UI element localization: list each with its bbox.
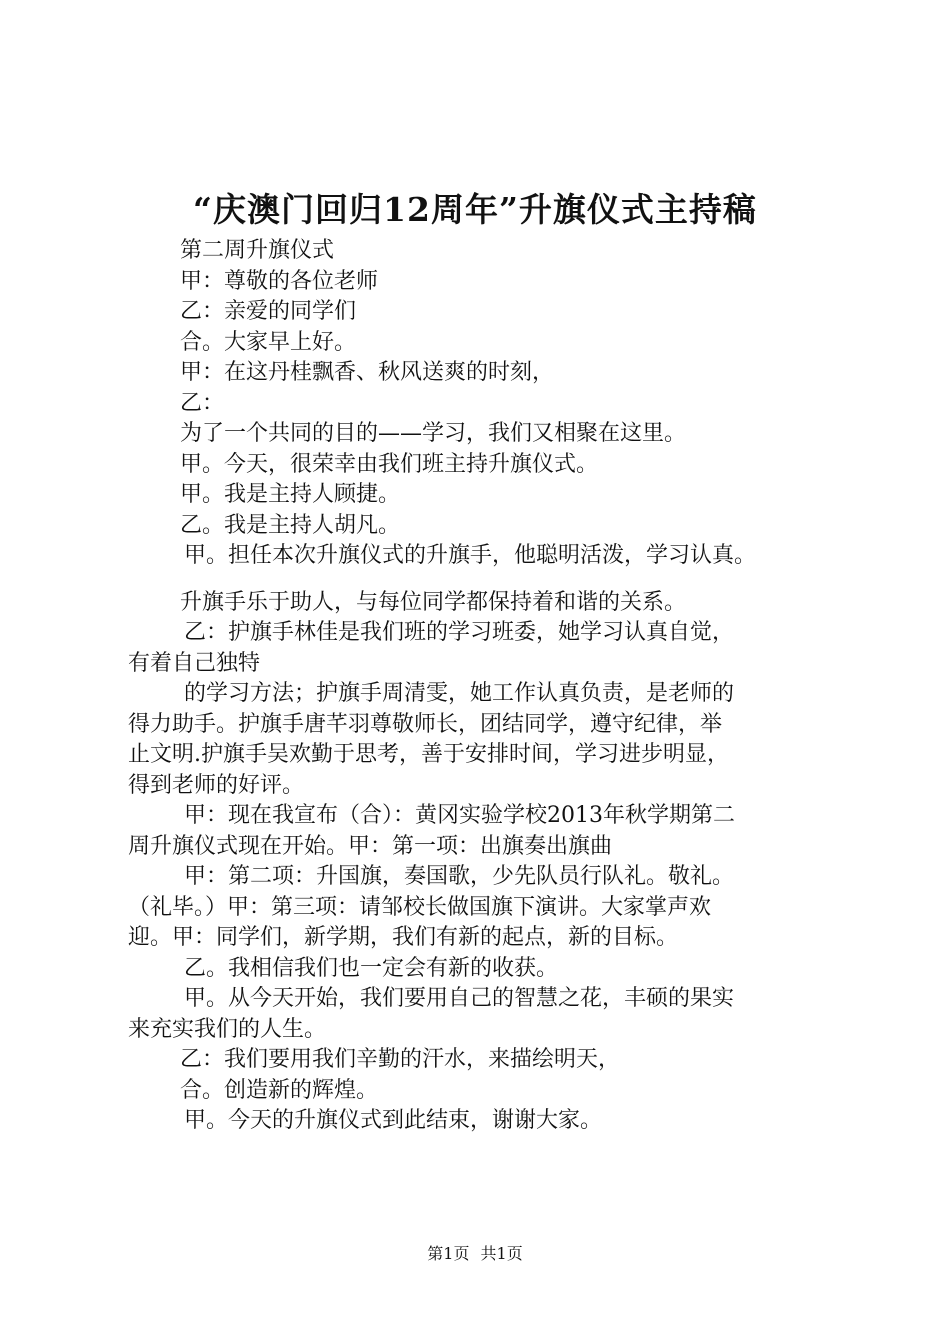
paragraph-line: 来充实我们的人生。 <box>128 1016 327 1042</box>
paragraph-line: 止文明.护旗手吴欢勤于思考，善于安排时间，学习进步明显， <box>128 742 729 767</box>
paragraph-line: 第二周升旗仪式 <box>180 238 335 263</box>
paragraph-line: 甲：现在我宣布（合）：黄冈实验学校2013年秋学期第二 <box>184 803 735 828</box>
paragraph-line: 得力助手。护旗手唐芊羽尊敬师长，团结同学，遵守纪律，举 <box>128 711 723 737</box>
paragraph-line: 合。创造新的辉煌。 <box>180 1077 379 1103</box>
paragraph-line: 乙。我是主持人胡凡。 <box>180 512 401 538</box>
paragraph-line: （礼毕。）甲：第三项：请邹校长做国旗下演讲。大家掌声欢 <box>128 894 712 920</box>
paragraph-line: 的学习方法；护旗手周清雯，她工作认真负责，是老师的 <box>184 681 735 706</box>
paragraph-line: 合。大家早上好。 <box>180 329 357 355</box>
paragraph-line: 甲：第二项：升国旗，奏国歌，少先队员行队礼。敬礼。 <box>184 864 735 889</box>
document-title: “庆澳门回归12周年”升旗仪式主持稿 <box>193 190 757 229</box>
page-footer <box>0 1241 950 1264</box>
paragraph-line: 乙：亲爱的同学们 <box>180 299 357 324</box>
paragraph-line: 得到老师的好评。 <box>128 772 305 798</box>
paragraph-line: 周升旗仪式现在开始。甲：第一项：出旗奏出旗曲 <box>128 833 613 859</box>
page-number-total: 共1页 <box>480 1244 523 1263</box>
paragraph-line: 有着自己独特 <box>128 650 261 676</box>
paragraph-line: 乙： <box>180 390 225 416</box>
paragraph-line: 乙。我相信我们也一定会有新的收获。 <box>184 955 559 981</box>
paragraph-line: 甲：尊敬的各位老师 <box>180 268 379 294</box>
paragraph-gap <box>128 572 838 588</box>
paragraph-line: 乙：我们要用我们辛勤的汗水，来描绘明天， <box>180 1047 621 1072</box>
paragraph-line: 甲。从今天开始，我们要用自己的智慧之花，丰硕的果实 <box>184 986 735 1011</box>
page-number-current: 第1页 <box>427 1244 470 1263</box>
paragraph-line: 升旗手乐于助人，与每位同学都保持着和谐的关系。 <box>180 589 687 615</box>
paragraph-line: 乙：护旗手林佳是我们班的学习班委，她学习认真自觉， <box>184 620 735 645</box>
paragraph-line: 甲。今天的升旗仪式到此结束，谢谢大家。 <box>184 1108 603 1133</box>
paragraph-line: 甲。今天，很荣幸由我们班主持升旗仪式。 <box>180 451 599 477</box>
paragraph-line: 迎。甲：同学们，新学期，我们有新的起点，新的目标。 <box>128 925 679 950</box>
paragraph-line: 为了一个共同的目的——学习，我们又相聚在这里。 <box>180 421 687 446</box>
paragraph-line: 甲。我是主持人顾捷。 <box>180 482 401 507</box>
paragraph-line: 甲。担任本次升旗仪式的升旗手，他聪明活泼，学习认真。 <box>184 543 757 568</box>
paragraph-line: 甲：在这丹桂飘香、秋风送爽的时刻， <box>180 360 555 385</box>
document-body <box>128 236 838 1137</box>
